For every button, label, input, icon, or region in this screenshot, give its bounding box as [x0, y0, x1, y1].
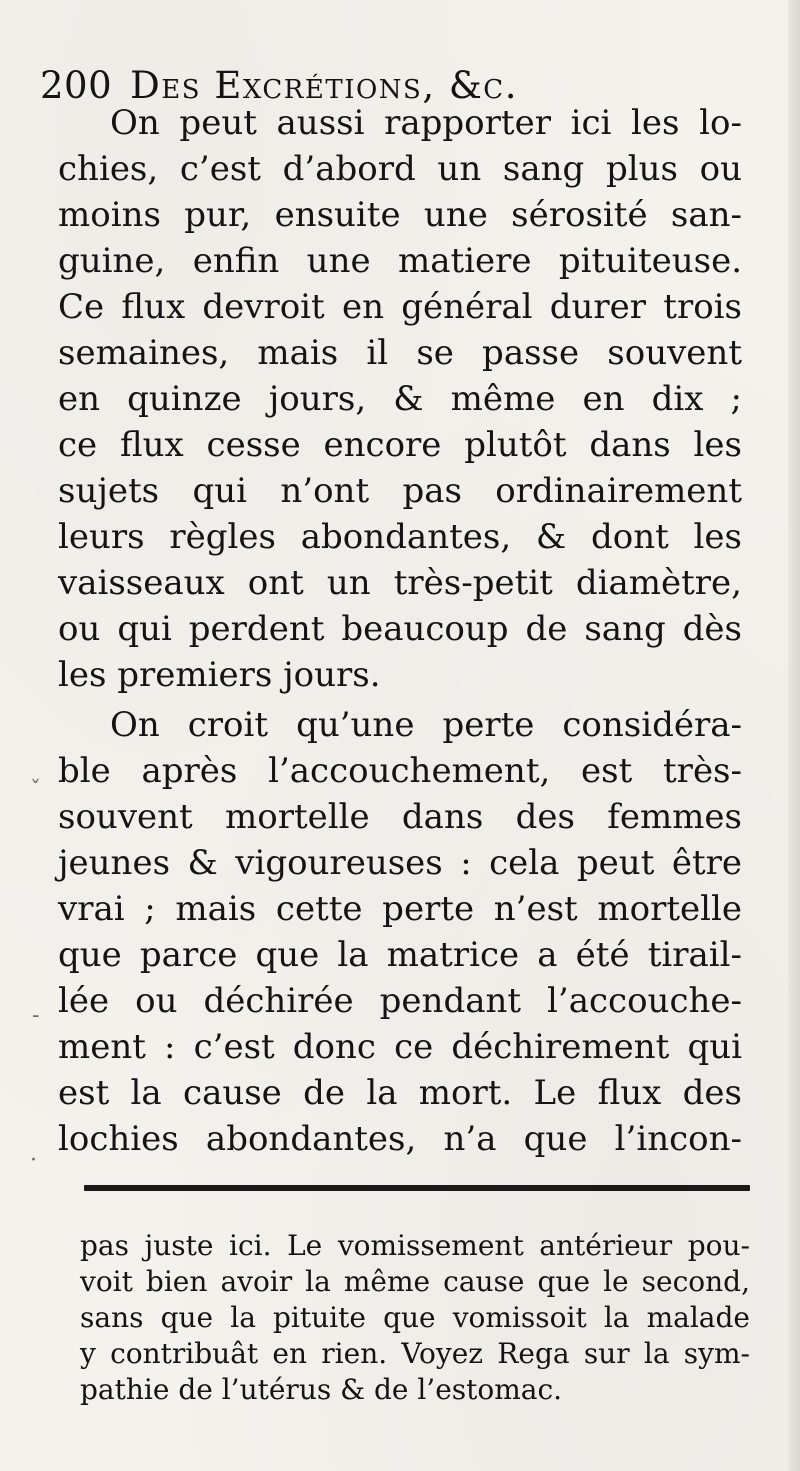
text-line: ment : c’est donc ce déchirement qui: [58, 1027, 742, 1067]
text-line: sujets qui n’ont pas ordinairement: [58, 471, 742, 511]
text-line: Ce flux devroit en général durer trois: [58, 287, 742, 327]
text-line: souvent mortelle dans des femmes: [58, 797, 742, 837]
footnote-line: y contribuât en rien. Voyez Rega sur la sym-: [80, 1337, 750, 1370]
footnote-line: sans que la pituite que vomissoit la malade: [80, 1301, 750, 1334]
text-line: On peut aussi rapporter ici les lo-: [110, 103, 742, 143]
text-line: vrai ; mais cette perte n’est mortelle: [58, 889, 742, 929]
text-line: ce flux cesse encore plutôt dans les: [58, 425, 742, 465]
footnote-line: pas juste ici. Le vomissement antérieur pou-: [80, 1229, 750, 1262]
text-line: semaines, mais il se passe souvent: [58, 333, 742, 373]
text-line: ou qui perdent beaucoup de sang dès: [58, 609, 742, 649]
margin-speck: ·: [30, 1148, 37, 1173]
text-line: On croit qu’une perte considéra-: [110, 705, 742, 745]
text-line: lée ou déchirée pendant l’accouche-: [58, 981, 742, 1021]
text-line: est la cause de la mort. Le flux des: [58, 1073, 742, 1113]
footnote-line: voit bien avoir la même cause que le second,: [80, 1265, 750, 1298]
margin-speck: ˇ: [30, 778, 41, 803]
text-line: vaisseaux ont un très-petit diamètre,: [58, 563, 742, 603]
page-number: 200: [40, 64, 113, 107]
text-line: en quinze jours, & même en dix ;: [58, 379, 742, 419]
footnote-rule: [84, 1185, 750, 1191]
text-line: lochies abondantes, n’a que l’incon-: [58, 1119, 742, 1159]
text-line: chies, c’est d’abord un sang plus ou: [58, 149, 742, 189]
text-line: que parce que la matrice a été tirail-: [58, 935, 742, 975]
footnote-line: pathie de l’utérus & de l’estomac.: [80, 1373, 563, 1406]
text-line: ble après l’accouchement, est très-: [58, 751, 742, 791]
text-line: guine, enfin une matiere pituiteuse.: [58, 241, 742, 281]
text-line: moins pur, ensuite une sérosité san-: [58, 195, 742, 235]
text-line: les premiers jours.: [58, 655, 381, 695]
text-line: jeunes & vigoureuses : cela peut être: [58, 843, 742, 883]
running-title: Des Excrétions, &c.: [130, 64, 518, 107]
text-line: leurs règles abondantes, & dont les: [58, 517, 742, 557]
margin-speck: -: [32, 1003, 40, 1028]
page-edge: [788, 0, 800, 1471]
